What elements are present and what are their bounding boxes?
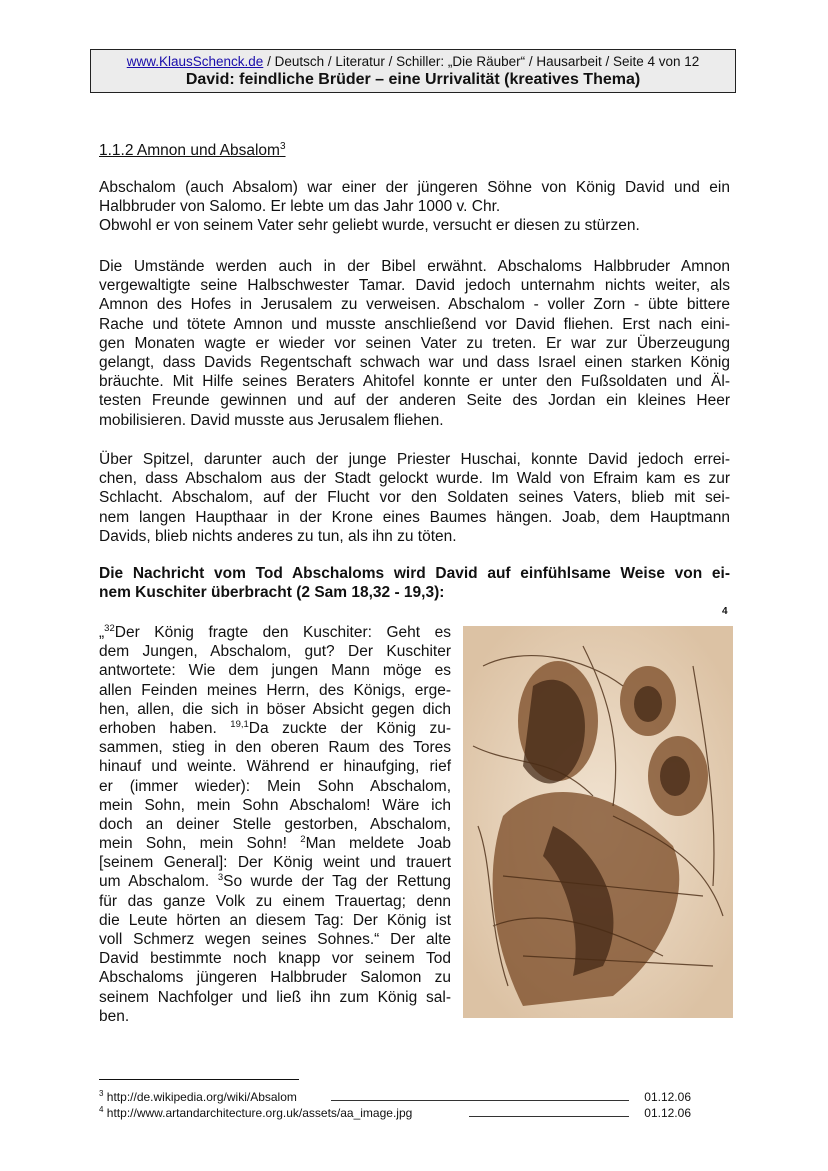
bold-heading: Die Nachricht vom Tod Abschaloms wird David auf einfühlsame Weise von ei- nem Kuschiter überbracht (2 Sam 18,32 - 19,3): xyxy=(99,565,730,602)
bible-quote: „$^{32}$Der König fragte den Kuschiter: Geht es dem Jungen, Abschalom, gut? Der Kuschiter antwortete: Wie dem jungen Mann möge es allen Feinden meines Herrn, des Königs, erge- hen, allen, die sich in böser Absicht gegen dich erhoben haben. $^{19,1}$Da zuckte der König zu- sammen, stieg in den oberen Raum des Tores hinauf und weinte. Während er hinaufging, rief er (immer wieder): Mein Sohn Abschalom, mein Sohn, mein Sohn Abschalom! Wäre ich doch an deiner Stelle gestorben, Abschalom, mein Sohn, mein Sohn! $^2$Man meldete Joab [seinem General]: Der König weint und trauert um Abschalom. $^3$So wurde der Tag der Rettung für das ganze Volk zu einem Trauertag; denn die Leute hörten an diesem Tag: Der König ist voll Schmerz wegen seines Sohnes.“ Der alte David bestimmte noch knapp vor seinem Tod Abschaloms jüngeren Halbbruder Salomon zu seinem Nachfolger und ließ ihn zum König sal- ben. xyxy=(99,622,451,1025)
footnote-date: 01.12.06 xyxy=(644,1106,691,1120)
footnote-4: $^4$ http://www.artandarchitecture.org.uk/assets/aa_image.jpg 01.12.06 xyxy=(99,1105,691,1120)
footnote-link[interactable]: http://de.wikipedia.org/wiki/Absalom xyxy=(106,1090,297,1104)
sketch-illustration xyxy=(463,626,733,1018)
document-title: David: feindliche Brüder – eine Urrivalität (kreatives Thema) xyxy=(185,71,641,88)
header-path-line xyxy=(91,53,735,70)
footnote-3: $^3$ http://de.wikipedia.org/wiki/Absalom 01.12.06 xyxy=(99,1089,691,1104)
paragraph-battle: Über Spitzel, darunter auch der junge Priester Huschai, konnte David jedoch errei- chen, dass Abschalom aus der Stadt gelockt wurde. Im Wald von Efraim kam es zur Schlacht. Abschalom, auf der Flucht vor den Soldaten seines Vaters, blieb mit sei- nem langen Haupthaar in der Krone eines Baumes hängen. Joab, dem Hauptmann Davids, blieb nichts anderes zu tun, als ihn zu töten. xyxy=(99,451,730,545)
footnote-link[interactable]: http://www.artandarchitecture.org.uk/assets/aa_image.jpg xyxy=(106,1106,413,1120)
image-footnote-ref[interactable]: 4 xyxy=(722,606,728,617)
section-heading: 1.1.2 Amnon und Absalom$^3$ xyxy=(99,140,286,159)
header-path: / Deutsch / Literatur / Schiller: „Die Räuber“ / Hausarbeit / Seite 4 von 12 xyxy=(263,54,700,69)
ink-drawing-icon xyxy=(463,626,733,1018)
footnote-ref[interactable]: 3 xyxy=(279,140,286,152)
footnote-divider xyxy=(99,1079,299,1080)
page-header xyxy=(90,49,736,93)
paragraph-circumstances: Die Umstände werden auch in der Bibel erwähnt. Abschaloms Halbbruder Amnon vergewaltigte seine Halbschwester Tamar. David jedoch unternahm nichts weiter, als Amnon des Hofes in Jerusalem zu verweisen. Abschalom - voller Zorn - übte bittere Rache und tötete Amnon und musste anschließend vor David fliehen. Erst nach eini- gen Monaten wagte er wieder vor seinen Vater zu treten. Er war zur Überzeugung gelangt, dass Davids Regentschaft schwach war und dass Israel einen starken König bräuchte. Mit Hilfe seines Beraters Ahitofel konnte er unter den Fußsoldaten und Äl- testen Freunde gewinnen und auf der anderen Seite des Jordan ein kleines Heer mobilisieren. David musste aus Jerusalem fliehen. xyxy=(99,258,730,429)
paragraph-intro: Abschalom (auch Absalom) war einer der jüngeren Söhne von König David und ein Halbbruder von Salomo. Er lebte um das Jahr 1000 v. Chr. Obwohl er von seinem Vater sehr geliebt wurde, versucht er diesen zu stürzen. xyxy=(99,179,730,235)
footnote-date: 01.12.06 xyxy=(644,1090,691,1104)
site-link[interactable]: www.KlausSchenck.de xyxy=(126,54,264,69)
